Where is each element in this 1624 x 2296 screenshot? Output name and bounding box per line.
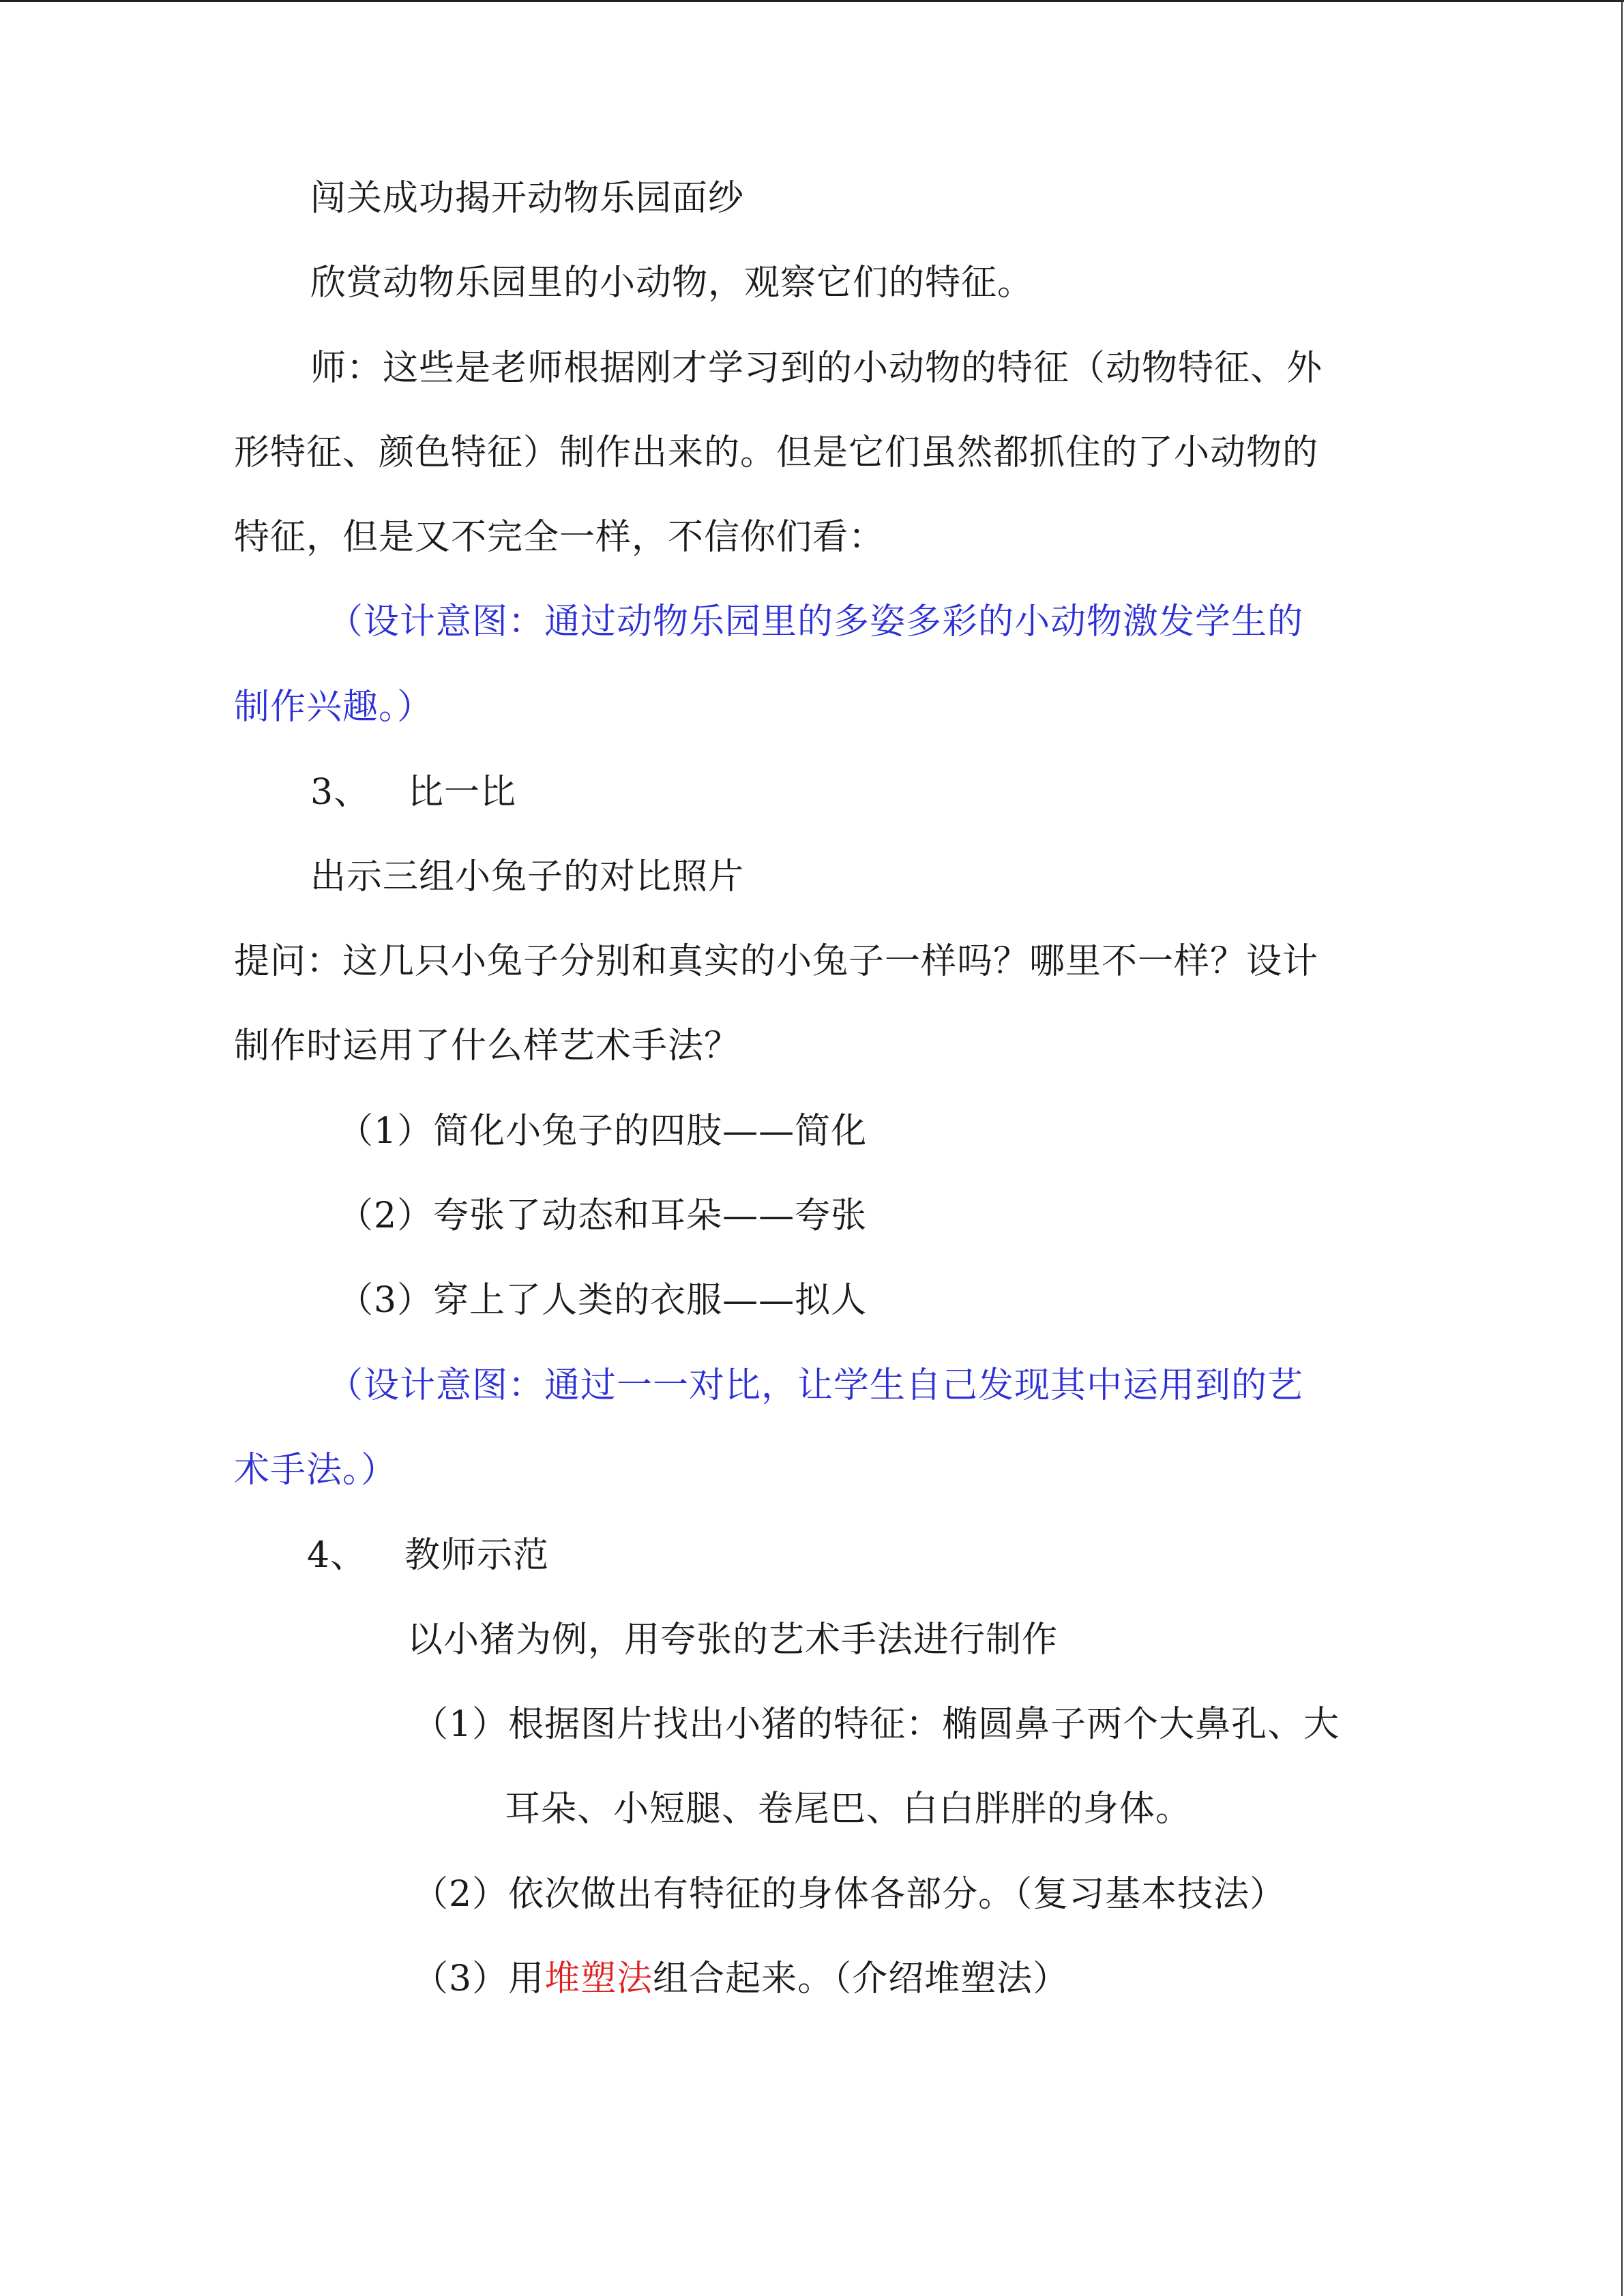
design-intent-text: （设计意图：通过动物乐园里的多姿多彩的小动物激发学生的: [327, 601, 1304, 642]
list-item: （2）依次做出有特征的身体各部分。（复习基本技法）: [413, 1874, 1286, 1915]
section-heading: 比一比: [408, 772, 517, 813]
list-item: （3）穿上了人类的衣服——拟人: [338, 1280, 868, 1321]
section-heading: 教师示范: [404, 1535, 550, 1576]
text-line: 欣赏动物乐园里的小动物，观察它们的特征。: [310, 263, 1034, 303]
list-item-suffix: 组合起来。（介绍堆塑法）: [653, 1958, 1069, 1999]
list-item-continuation: 耳朵、小短腿、卷尾巴、白白胖胖的身体。: [505, 1789, 1192, 1830]
design-intent-text: 术手法。）: [234, 1450, 398, 1491]
list-item-prefix: （3）用: [413, 1958, 545, 1999]
text-line: 闯关成功揭开动物乐园面纱: [310, 178, 745, 219]
text-line: 出示三组小兔子的对比照片: [310, 856, 745, 897]
design-intent-text: （设计意图：通过一一对比，让学生自己发现其中运用到的艺: [327, 1365, 1304, 1406]
list-item: （1）简化小兔子的四肢——简化: [338, 1111, 868, 1152]
text-line: 特征，但是又不完全一样，不信你们看：: [234, 517, 885, 558]
list-item: （1）根据图片找出小猪的特征：椭圆鼻子两个大鼻孔、大: [413, 1704, 1340, 1745]
text-line: 师：这些是老师根据刚才学习到的小动物的特征（动物特征、外: [310, 348, 1323, 389]
design-intent-text: 制作兴趣。）: [234, 687, 434, 728]
text-line: 形特征、颜色特征）制作出来的。但是它们虽然都抓住的了小动物的: [234, 432, 1319, 473]
right-border-line: [1621, 0, 1623, 2296]
highlight-term: 堆塑法: [544, 1958, 653, 1999]
text-line: 提问：这几只小兔子分别和真实的小兔子一样吗？哪里不一样？设计: [234, 941, 1319, 982]
text-line: 制作时运用了什么样艺术手法？: [234, 1026, 741, 1067]
list-item: （2）夸张了动态和耳朵——夸张: [338, 1195, 868, 1236]
list-item: [413, 1957, 1069, 2001]
text-line: 以小猪为例，用夸张的艺术手法进行制作: [407, 1620, 1059, 1660]
section-number: 4、: [307, 1535, 367, 1576]
top-border-line: [0, 0, 1624, 2]
section-number: 3、: [310, 772, 370, 813]
